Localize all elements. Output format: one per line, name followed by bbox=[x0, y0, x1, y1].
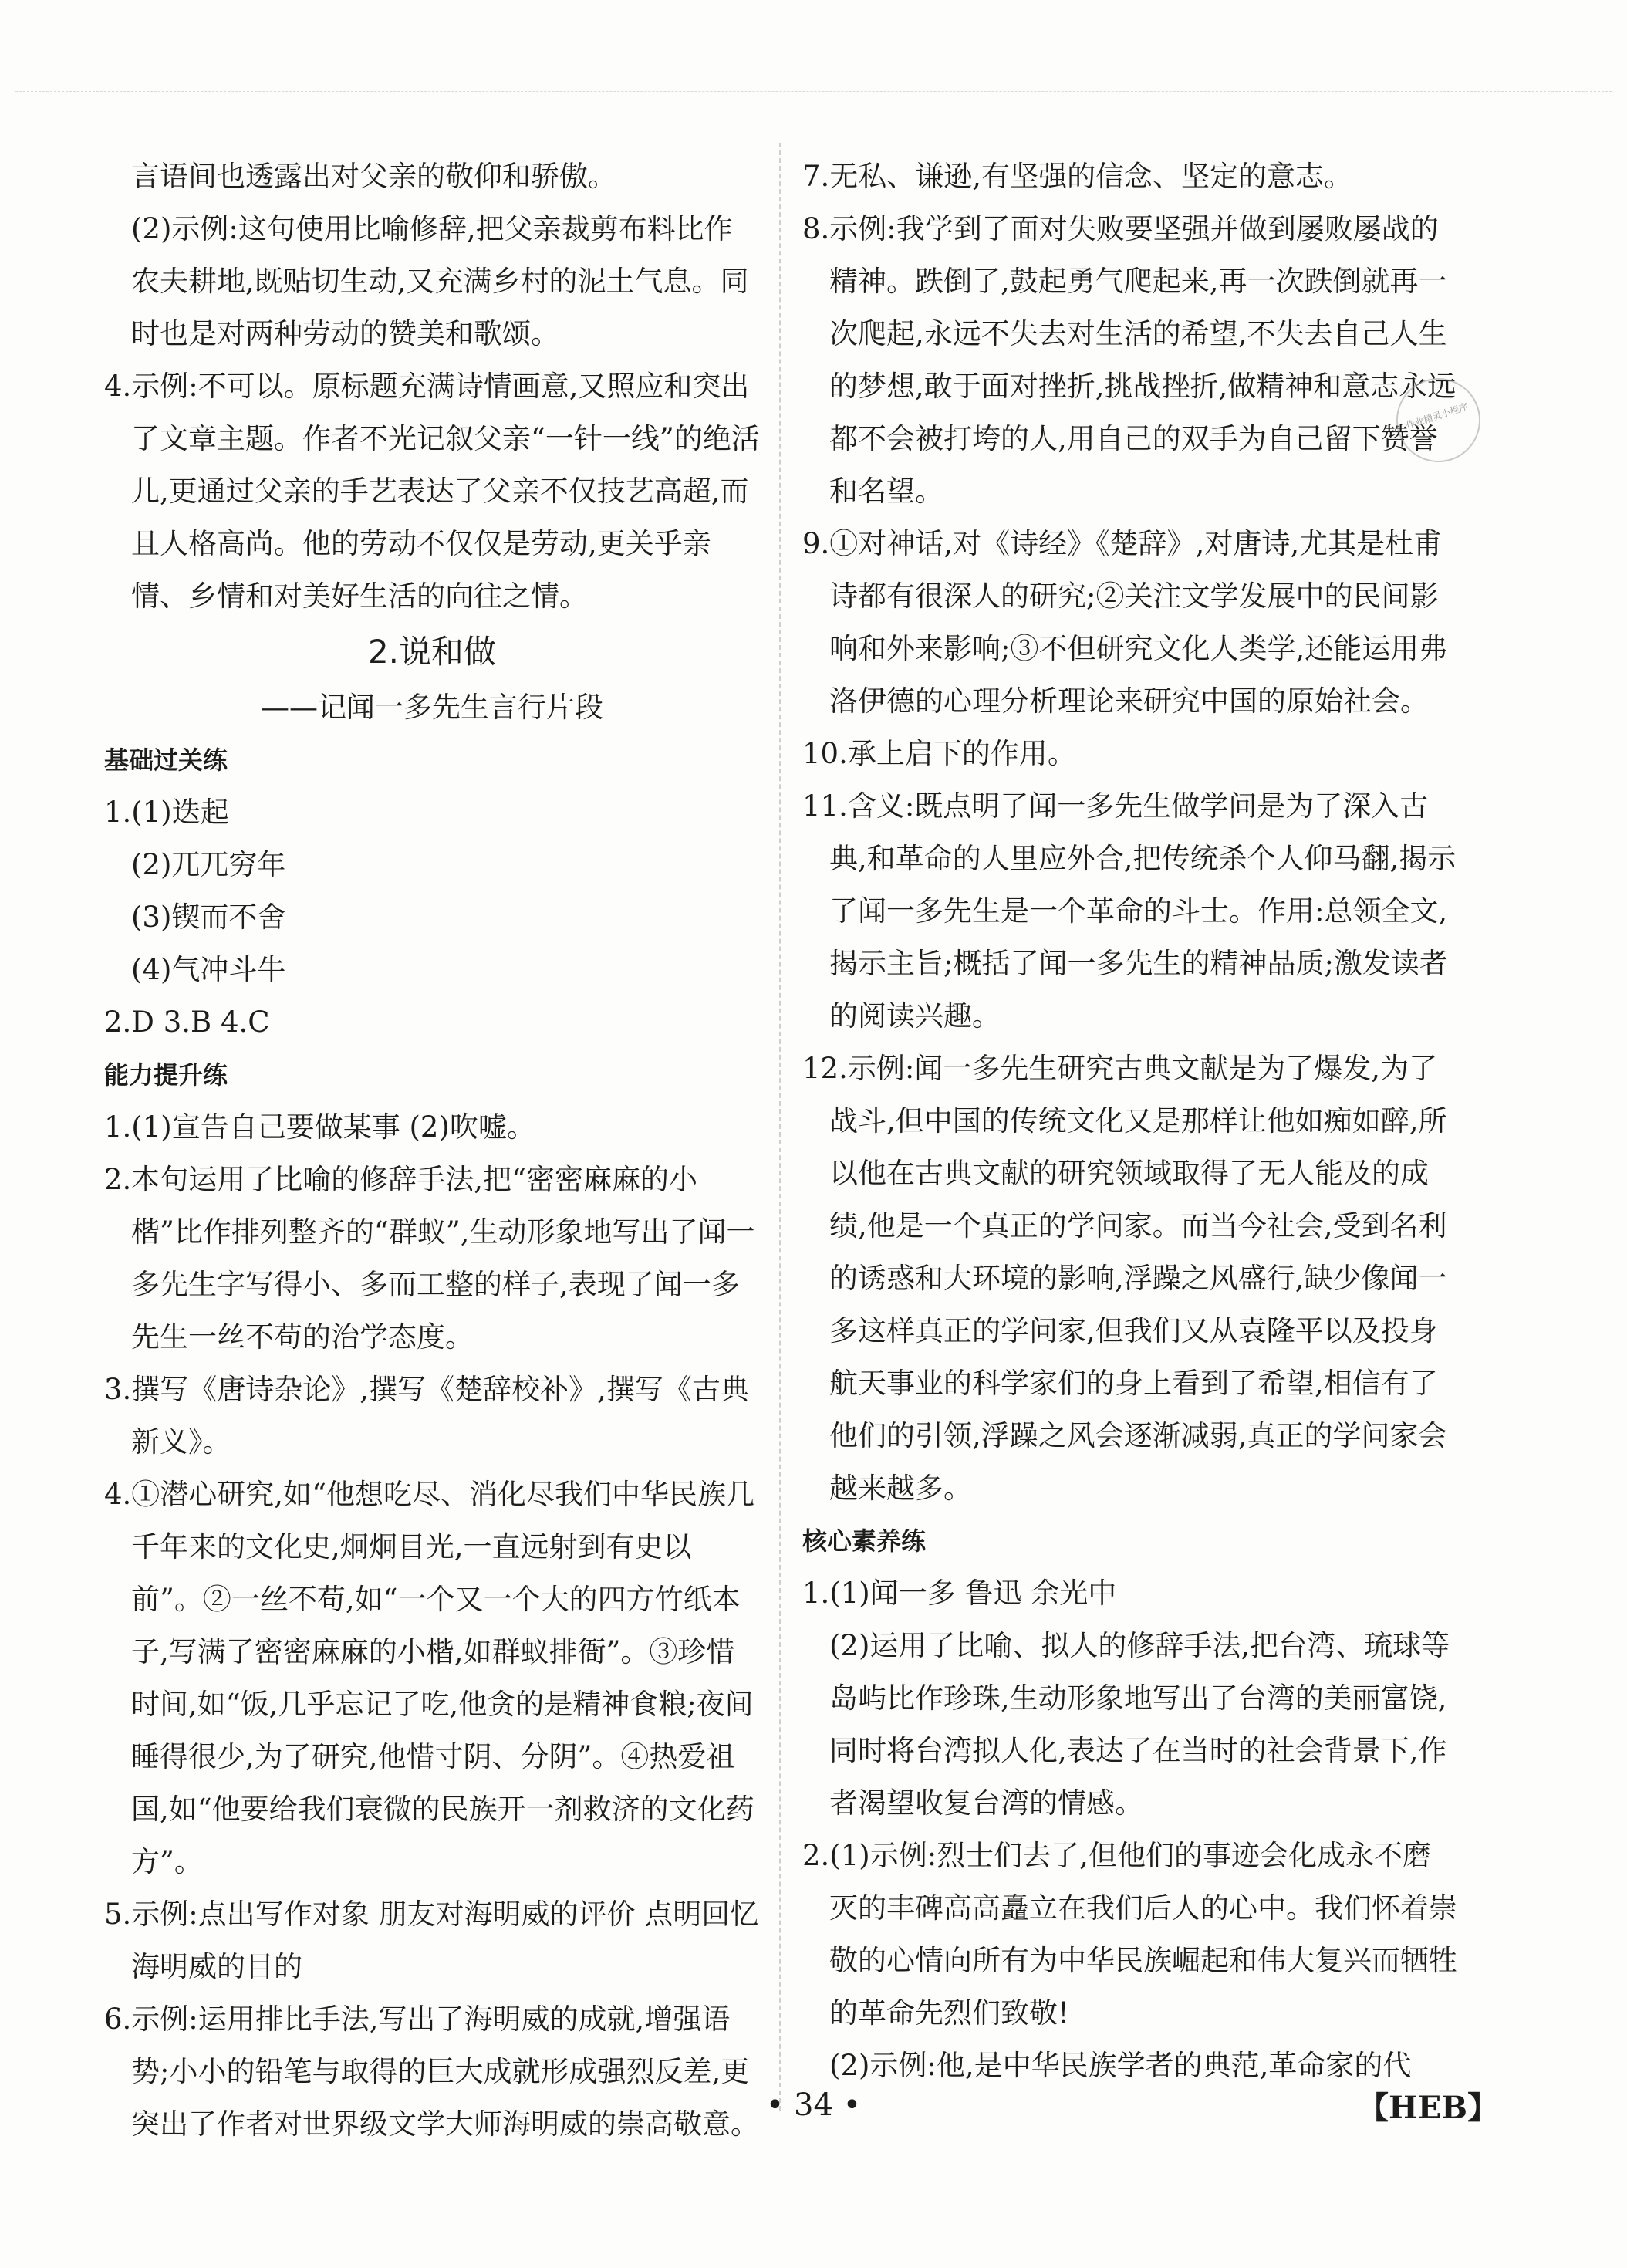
answer-item: 7.无私、谦逊,有坚强的信念、坚定的意志。 bbox=[802, 160, 1353, 193]
continued-text: 言语间也透露出对父亲的敬仰和骄傲。 bbox=[131, 160, 616, 193]
answer-item: 1.(1)宣告自己要做某事 (2)吹嘘。 bbox=[104, 1110, 535, 1144]
answer-item: 1.(1)闻一多 鲁迅 余光中 bbox=[802, 1577, 1117, 1610]
header-rule bbox=[15, 91, 1612, 92]
answer-item: 2.(1)示例:烈士们去了,但他们的事迹会化成永不磨灭的丰碑高高矗立在我们后人的心中。我们怀着崇敬的心情向所有为中华民族崛起和伟大复兴而牺牲的革命先烈们致敬! bbox=[802, 1839, 1457, 2030]
column-divider bbox=[779, 143, 781, 2111]
answer-subitem: (3)锲而不舍 bbox=[131, 901, 286, 934]
answer-item: 5.示例:点出写作对象 朋友对海明威的评价 点明回忆海明威的目的 bbox=[104, 1898, 759, 1983]
answer-item: 8.示例:我学到了面对失败要坚强并做到屡败屡战的精神。跌倒了,鼓起勇气爬起来,再一次跌倒就再一次爬起,永远不失去对生活的希望,不失去自己人生的梦想,敢于面对挫折,挑战挫折,做精神和意志永远都不会被打垮的人,用自己的双手为自己留下赞誉和名望。 bbox=[802, 212, 1457, 508]
right-column bbox=[802, 150, 1458, 2092]
answer-subitem: (2)示例:这句使用比喻修辞,把父亲裁剪布料比作农夫耕地,既贴切生动,又充满乡村的泥土气息。同时也是对两种劳动的赞美和歌颂。 bbox=[131, 212, 749, 350]
page-number: • 34 • bbox=[765, 2087, 862, 2123]
answer-item: 3.撰写《唐诗杂论》,撰写《楚辞校补》,撰写《古典新义》。 bbox=[104, 1373, 749, 1458]
lesson-subtitle: ——记闻一多先生言行片段 bbox=[261, 691, 603, 724]
answer-subitem: (2)运用了比喻、拟人的修辞手法,把台湾、琉球等岛屿比作珍珠,生动形象地写出了台湾的美丽富饶,同时将台湾拟人化,表达了在当时的社会背景下,作者渴望收复台湾的情感。 bbox=[829, 1629, 1450, 1820]
answer-item: 11.含义:既点明了闻一多先生做学问是为了深入古典,和革命的人里应外合,把传统杀个人仰马翻,揭示了闻一多先生是一个革命的斗士。作用:总领全文,揭示主旨;概括了闻一多先生的精神品质;激发读者的阅读兴趣。 bbox=[802, 789, 1457, 1033]
left-column bbox=[104, 150, 760, 2151]
section-heading: 基础过关练 bbox=[104, 745, 228, 775]
answer-subitem: (2)示例:他,是中华民族学者的典范,革命家的代 bbox=[829, 2049, 1412, 2082]
answer-item: 4.①潜心研究,如“他想吃尽、消化尽我们中华民族几千年来的文化史,炯炯目光,一直远射到有史以前”。②一丝不苟,如“一个又一个大的四方竹纸本子,写满了密密麻麻的小楷,如群蚁排衙”。③珍惜时间,如“饭,几乎忘记了吃,他贪的是精神食粮;夜间睡得很少,为了研究,他惜寸阴、分阴”。④热爱祖国,如“他要给我们衰微的民族开一剂救济的文化药方”。 bbox=[104, 1478, 754, 1878]
answer-item: 9.①对神话,对《诗经》《楚辞》,对唐诗,尤其是杜甫诗都有很深人的研究;②关注文学发展中的民间影响和外来影响;③不但研究文化人类学,还能运用弗洛伊德的心理分析理论来研究中国的原始社会。 bbox=[802, 527, 1448, 718]
answer-item: 10.承上启下的作用。 bbox=[802, 737, 1076, 770]
section-heading: 核心素养练 bbox=[802, 1526, 927, 1556]
answer-item: 6.示例:运用排比手法,写出了海明威的成就,增强语势;小小的铅笔与取得的巨大成就形成强烈反差,更突出了作者对世界级文学大师海明威的崇高敬意。 bbox=[104, 2003, 759, 2141]
answer-item: 4.示例:不可以。原标题充满诗情画意,又照应和突出了文章主题。作者不光记叙父亲“一针一线”的绝活儿,更通过父亲的手艺表达了父亲不仅技艺高超,而且人格高尚。他的劳动不仅仅是劳动,更关乎亲情、乡情和对美好生活的向往之情。 bbox=[104, 370, 760, 613]
answer-item: 1.(1)迭起 bbox=[104, 796, 229, 829]
book-code: 【HEB】 bbox=[1358, 2090, 1499, 2126]
answer-item: 2.D 3.B 4.C bbox=[104, 1006, 270, 1039]
lesson-title: 2.说和做 bbox=[367, 633, 497, 671]
answer-item: 2.本句运用了比喻的修辞手法,把“密密麻麻的小楷”比作排列整齐的“群蚁”,生动形象地写出了闻一多先生字写得小、多而工整的样子,表现了闻一多先生一丝不苟的治学态度。 bbox=[104, 1163, 755, 1354]
answer-subitem: (2)兀兀穷年 bbox=[131, 848, 286, 881]
stamp-watermark-text: 作业精灵小程序 bbox=[1404, 401, 1470, 431]
section-heading: 能力提升练 bbox=[104, 1060, 228, 1090]
answer-item: 12.示例:闻一多先生研究古典文献是为了爆发,为了战斗,但中国的传统文化又是那样让他如痴如醉,所以他在古典文献的研究领域取得了无人能及的成绩,他是一个真正的学问家。而当今社会,受到名利的诱惑和大环境的影响,浮躁之风盛行,缺少像闻一多这样真正的学问家,但我们又从袁隆平以及投身航天事业的科学家们的身上看到了希望,相信有了他们的引领,浮躁之风会逐渐减弱,真正的学问家会越来越多。 bbox=[802, 1052, 1447, 1505]
answer-subitem: (4)气冲斗牛 bbox=[131, 953, 286, 986]
